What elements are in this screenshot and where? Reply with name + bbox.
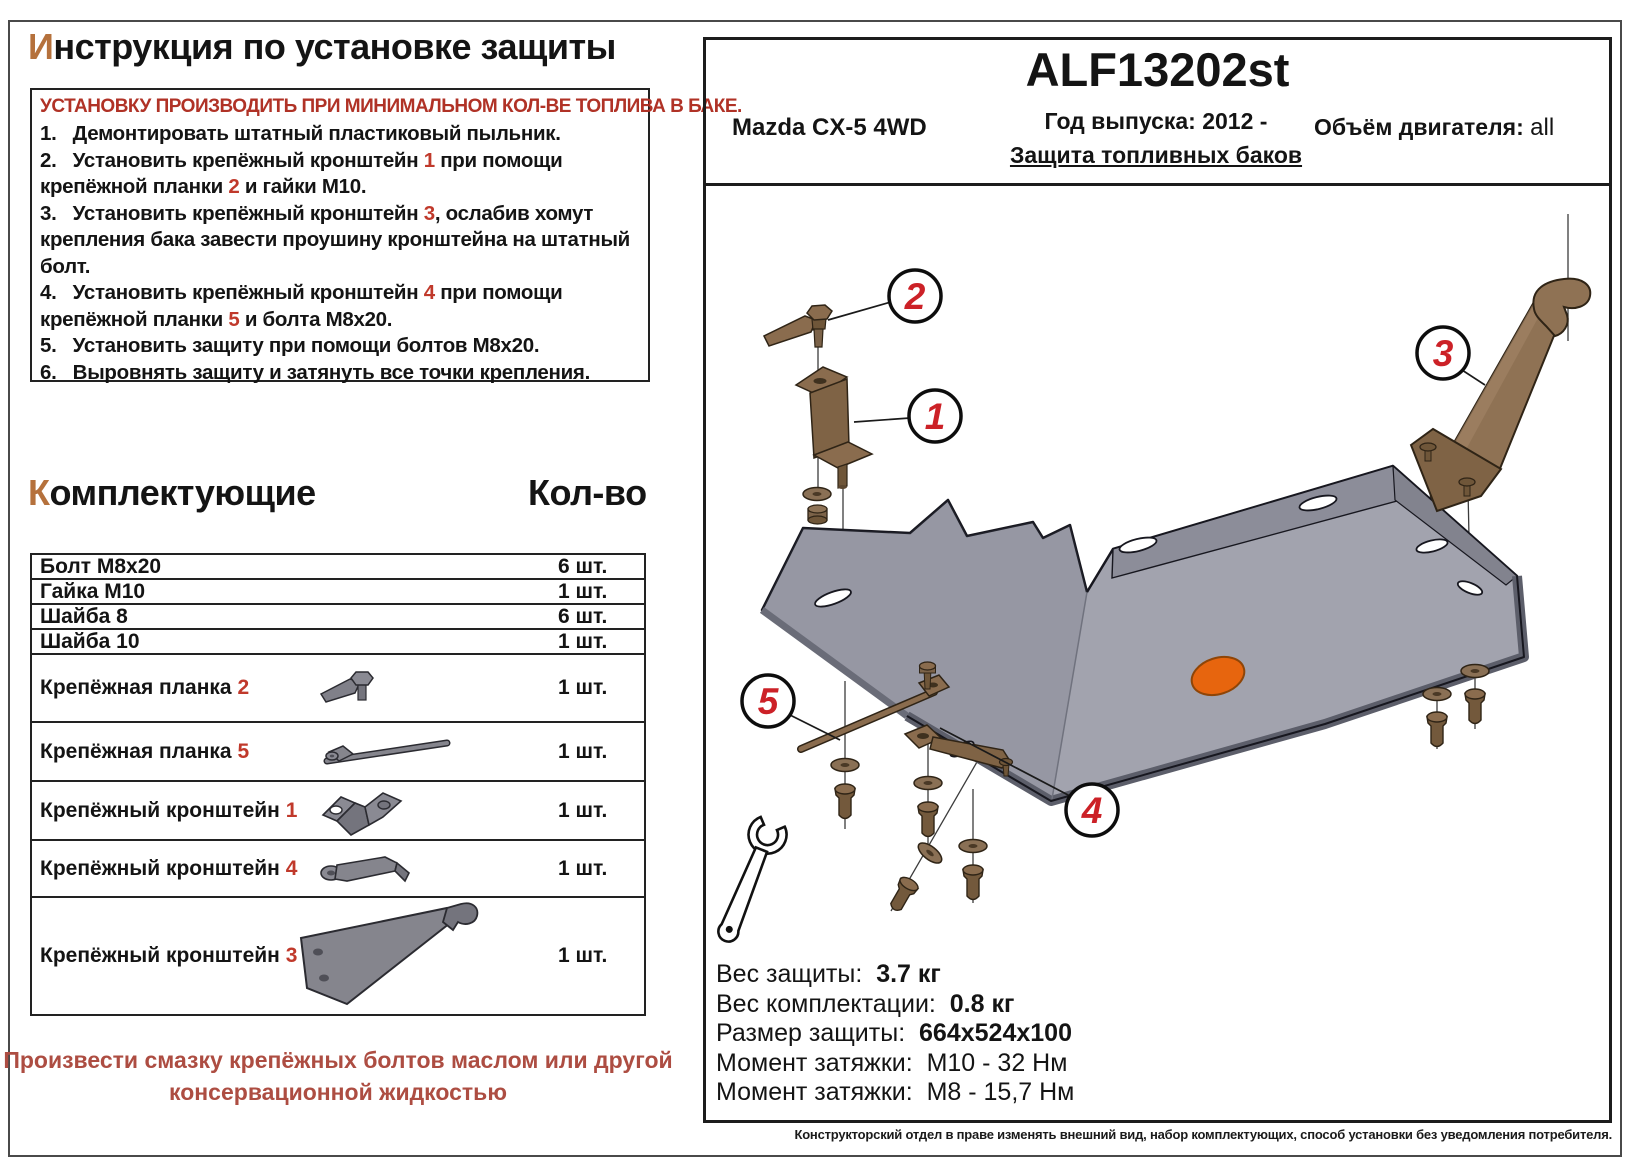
svg-text:1: 1 xyxy=(924,396,946,437)
production-year: Год выпуска: 2012 - xyxy=(1044,108,1268,134)
panel-header xyxy=(706,40,1609,186)
spec-line: Момент затяжки: М8 - 15,7 Нм xyxy=(716,1078,1075,1106)
washer-and-nut xyxy=(803,488,831,525)
instruction-item: 2. Установить крепёжный кронштейн 1 при помощи крепёжной планки 2 и гайки М10. xyxy=(40,148,563,198)
component-qty: 1 шт. xyxy=(558,856,608,880)
component-row xyxy=(32,780,644,839)
component-qty: 1 шт. xyxy=(558,798,608,822)
component-row xyxy=(32,721,644,780)
callout-3 xyxy=(1417,327,1469,379)
disclaimer-text: Конструкторский отдел в праве изменять внешний вид, набор комплектующих, способ установки без уведомления потребителя. xyxy=(794,1127,1612,1142)
spec-line: Размер защиты: 664x524x100 xyxy=(716,1019,1072,1047)
spec-line: Момент затяжки: М10 - 32 Нм xyxy=(716,1048,1068,1077)
component-row xyxy=(32,839,644,896)
instruction-item: 5. Установить защиту при помощи болтов М8х20. xyxy=(40,334,540,357)
instruction-item: 1. Демонтировать штатный пластиковый пыльник. xyxy=(40,122,561,145)
shield-plate xyxy=(762,466,1524,801)
component-qty: 6 шт. xyxy=(558,604,608,628)
component-name: Шайба 10 xyxy=(40,629,140,653)
note-line-2: консервационной жидкостью xyxy=(169,1079,507,1105)
svg-text:3: 3 xyxy=(1432,333,1454,374)
drawing-panel xyxy=(703,37,1612,1123)
callout-1 xyxy=(909,390,961,442)
spec-line: Вес защиты: 3.7 кг xyxy=(716,960,941,988)
component-row xyxy=(32,555,644,578)
header-center xyxy=(946,108,1366,169)
component-name: Болт М8х20 xyxy=(40,554,162,578)
component-name: Гайка М10 xyxy=(40,579,146,603)
component-row xyxy=(32,628,644,653)
instruction-item: 3. Установить крепёжный кронштейн 3, ослабив хомут крепления бака завести проушину кронштейна на штатный болт. xyxy=(40,201,630,278)
installation-steps-box xyxy=(30,88,742,384)
component-name: Крепёжная планка 2 xyxy=(40,676,250,699)
specs-list xyxy=(716,960,1074,1108)
engine-volume-value: all xyxy=(1530,114,1555,141)
vehicle-model: Mazda CX-5 4WD xyxy=(732,114,927,141)
svg-text:4: 4 xyxy=(1081,790,1103,831)
instruction-item: 4. Установить крепёжный кронштейн 4 при помощи крепёжной планки 5 и болта М8х20. xyxy=(40,281,563,331)
component-row xyxy=(32,603,644,628)
bracket-1-thumbnail xyxy=(317,785,407,837)
bracket-3-thumbnail xyxy=(287,900,479,1012)
callout-5 xyxy=(742,675,794,727)
exploded-view-diagram xyxy=(706,189,1609,947)
strap-2-part xyxy=(764,305,832,347)
svg-text:2: 2 xyxy=(904,276,926,317)
svg-text:5: 5 xyxy=(757,681,779,722)
callout-4 xyxy=(1066,784,1118,836)
component-qty: 1 шт. xyxy=(558,944,608,967)
components-title: Комплектующие xyxy=(28,472,316,513)
component-name: Крепёжный кронштейн 1 xyxy=(40,798,298,822)
page-title: Инструкция по установке защиты xyxy=(28,26,616,67)
component-row xyxy=(32,653,644,721)
component-name: Шайба 8 xyxy=(40,604,128,628)
engine-volume: Объём двигателя: all xyxy=(1314,114,1555,141)
components-table xyxy=(30,553,646,1016)
fuel-warning-text: УСТАНОВКУ ПРОИЗВОДИТЬ ПРИ МИНИМАЛЬНОМ КОЛ-ВЕ ТОПЛИВА В БАКЕ. xyxy=(40,96,742,117)
component-qty: 1 шт. xyxy=(558,579,608,603)
component-row xyxy=(32,578,644,603)
note-line-1: Произвести смазку крепёжных болтов маслом или другой xyxy=(3,1047,673,1073)
component-qty: 1 шт. xyxy=(558,676,608,699)
strap-2-thumbnail xyxy=(317,668,383,708)
lubrication-note xyxy=(0,1044,676,1108)
component-qty: 1 шт. xyxy=(558,629,608,653)
component-qty: 1 шт. xyxy=(558,739,608,763)
part-number: ALF13202st xyxy=(1025,43,1290,96)
callout-2 xyxy=(889,270,941,322)
component-name: Крепёжная планка 5 xyxy=(40,739,250,763)
instruction-list xyxy=(40,121,640,386)
components-first-letter: К xyxy=(28,472,50,513)
component-qty: 6 шт. xyxy=(558,554,608,578)
bracket-4-thumbnail xyxy=(317,849,413,889)
strap-5-thumbnail xyxy=(317,734,469,770)
qty-column-header: Кол-во xyxy=(528,472,647,513)
bracket-1-part xyxy=(796,367,872,489)
bracket-3-part xyxy=(1411,279,1590,511)
component-row xyxy=(32,896,644,1014)
component-name: Крепёжный кронштейн 3 xyxy=(40,944,298,967)
product-name: Защита топливных баков xyxy=(1009,142,1303,168)
instruction-item: 6. Выровнять защиту и затянуть все точки крепления. xyxy=(40,360,590,384)
wrench-icon xyxy=(707,815,790,947)
spec-line: Вес комплектации: 0.8 кг xyxy=(716,989,1015,1018)
component-name: Крепёжный кронштейн 4 xyxy=(40,856,298,880)
title-first-letter: И xyxy=(28,26,54,67)
